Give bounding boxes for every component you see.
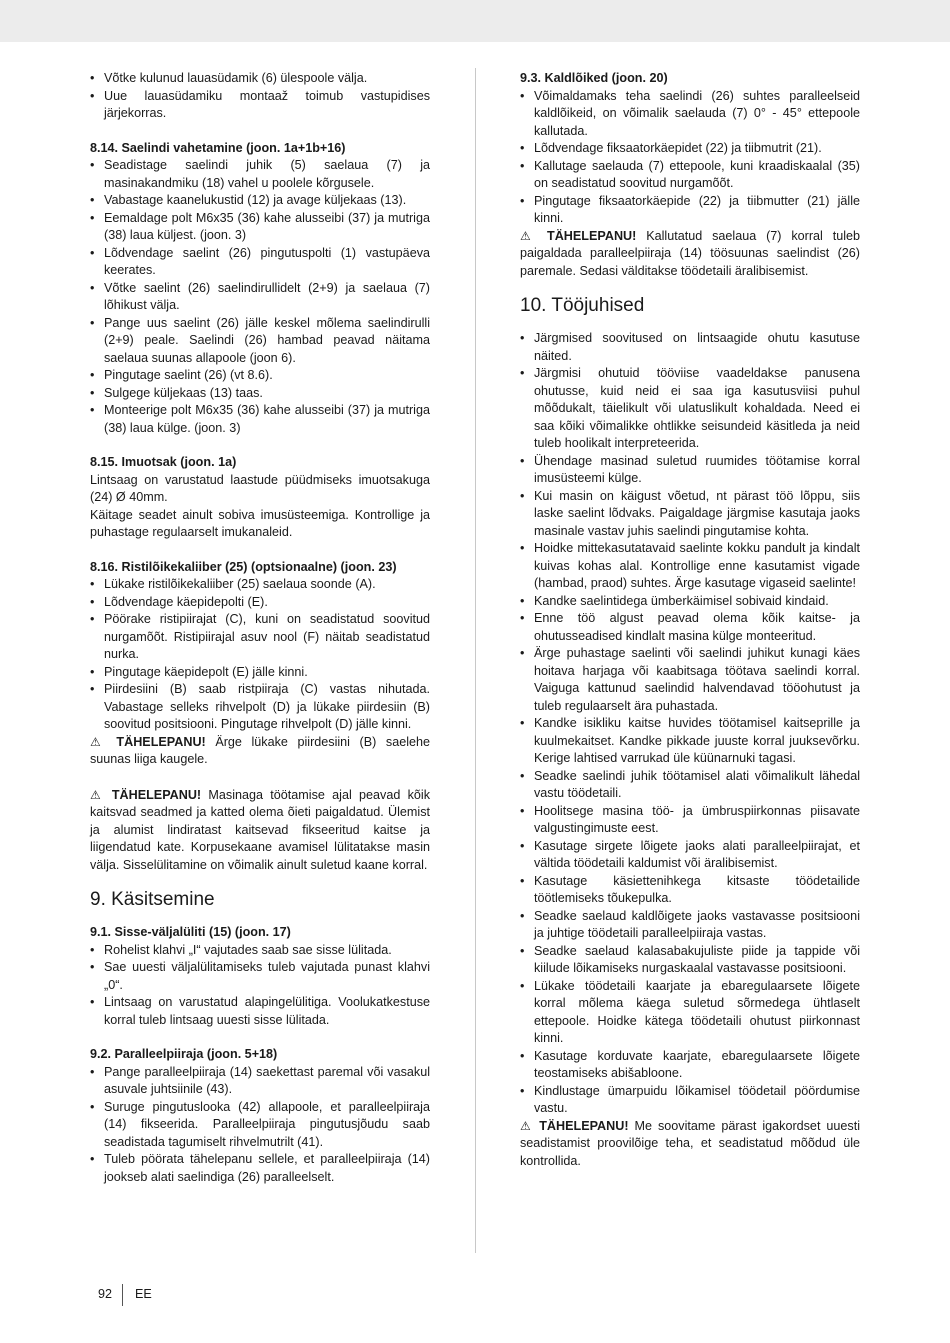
- list-item: • Sulgege küljekaas (13) taas.: [90, 385, 430, 403]
- page-footer: [98, 1284, 152, 1306]
- column-divider: [475, 68, 476, 1253]
- intro-list: [90, 70, 430, 123]
- list-item: • Pingutage saelint (26) (vt 8.6).: [90, 367, 430, 385]
- list-item: • Seadke saelindi juhik töötamisel alati võimalikult lähedal vastu töödetaili.: [520, 768, 860, 803]
- section-title-8-16: 8.16. Ristilõikekaliiber (25) (optsionaalne) (joon. 23): [90, 559, 397, 574]
- warning-paragraph: [90, 734, 430, 769]
- warning-text: Kallutatud saelaua (7) korral tuleb paigaldada paralleelpiiraja (14) töösuunas saelindist (26) paremale. Sedasi välditakse töödetaili äralibisemist.: [520, 228, 861, 278]
- section-title-9-3: 9.3. Kaldlõiked (joon. 20): [520, 71, 668, 85]
- list-item: • Sae uuesti väljalülitamiseks tuleb vajutada punast klahvi „0“.: [90, 959, 430, 994]
- list-item: • Võtke kulunud lauasüdamik (6) ülespoole välja.: [90, 70, 430, 88]
- list-item: • Hoolitsege masina töö- ja ümbruspiirkonnas piisavate valgustingimuste eest.: [520, 803, 860, 838]
- list-8-16: [90, 576, 430, 734]
- list-9-2: [90, 1064, 430, 1187]
- list-item: • Suruge pingutuslooka (42) allapoole, et paralleelpiiraja (14) fikseerida. Paralleelpiiraja pingutusjõudu saab seadistada tagumiselt rihvelmutrilt (41).: [90, 1099, 430, 1152]
- warning-label: TÄHELEPANU!: [547, 228, 637, 243]
- warning-paragraph: [520, 228, 860, 281]
- list-item: • Pange uus saelint (26) jälle keskel mõlema saelindirulli (2+9) peale. Saelindi (26) hambad peavad näitama saelaua suunas allapoole (joon 6).: [90, 315, 430, 368]
- warning-text: Masinaga töötamise ajal peavad kõik kaitsvad seadmed ja katted olema õieti paigaldatud. Ülemist ja alumist lindiratast kaitsevad fikseeritud kaitse ja liigendatud kate. Korpusekaane avamisel lülitatakse masin välja. Sisselülitamine on võimalik ainult suletud kaane korral.: [90, 787, 431, 872]
- paragraph: Käitage seadet ainult sobiva imusüsteemiga. Kontrollige ja puhastage regulaarselt imukanaleid.: [90, 507, 430, 539]
- list-item: • Lintsaag on varustatud alapingelülitiga. Voolukatkestuse korral tuleb lintsaag uuesti sisse lülitada.: [90, 994, 430, 1029]
- list-item: • Monteerige polt M6x35 (36) kahe alusseibi (37) ja mutriga (38) laua külge. (joon. 3): [90, 402, 430, 437]
- list-item: • Kasutage käsiettenihkega kitsaste töödetailide töötlemiseks tõukepulka.: [520, 873, 860, 908]
- paragraph: Lintsaag on varustatud laastude püüdmiseks imuotsakuga (24) Ø 40mm.: [90, 472, 430, 504]
- list-item: • Eemaldage polt M6x35 (36) kahe alusseibi (37) ja mutriga (38) laua küljest. (joon. 3): [90, 210, 430, 245]
- list-item: • Piirdesiini (B) saab ristpiiraja (C) vastas nihutada. Vabastage selleks rihvelpolt (D) ja lükake piirdesiin (B) soovitud positsiooni. Pingutage rihvelpolt (D) jälle kinni.: [90, 681, 430, 734]
- list-item: • Järgmisi ohutuid tööviise vaadeldakse panusena ohutusse, kuid neid ei saa iga kasutusviisi puhul mõõdukalt, täielikult või ulatuslikult kohaldada. Need ei saa kõiki võimalikke ohtlikke seisundeid käsitleda ja neid tuleb hoolikalt interpreteerida.: [520, 365, 860, 453]
- list-item: • Lõdvendage fiksaatorkäepidet (22) ja tiibmutrit (21).: [520, 140, 860, 158]
- list-item: • Tuleb pöörata tähelepanu sellele, et paralleelpiiraja (14) jookseb alati saelindiga (26) paralleelselt.: [90, 1151, 430, 1186]
- right-column: [520, 70, 860, 1170]
- list-item: • Järgmised soovitused on lintsaagide ohutu kasutuse näited.: [520, 330, 860, 365]
- warning-paragraph: [520, 1118, 860, 1171]
- list-item: • Pange paralleelpiiraja (14) saekettast paremal või vasakul asuvale juhtsiinile (43).: [90, 1064, 430, 1099]
- list-item: • Ühendage masinad suletud ruumides töötamise korral imusüsteemi külge.: [520, 453, 860, 488]
- left-column: [90, 70, 430, 1186]
- warning-icon: ⚠: [520, 228, 538, 243]
- section-title-9-2: 9.2. Paralleelpiiraja (joon. 5+18): [90, 1047, 278, 1061]
- page-number: 92: [98, 1287, 113, 1302]
- section-title-8-15: 8.15. Imuotsak (joon. 1a): [90, 455, 237, 469]
- chapter-title-10: 10. Tööjuhised: [520, 295, 645, 316]
- warning-icon: ⚠: [90, 787, 105, 802]
- list-item: • Rohelist klahvi „I“ vajutades saab sae sisse lülitada.: [90, 942, 430, 960]
- warning-icon: ⚠: [90, 734, 107, 749]
- language-code: EE: [135, 1287, 152, 1302]
- list-item: • Pingutage käepidepolt (E) jälle kinni.: [90, 664, 430, 682]
- list-item: • Võtke saelint (26) saelindirullidelt (2+9) ja saelaua (7) lõhikust välja.: [90, 280, 430, 315]
- list-9-1: [90, 942, 430, 1030]
- warning-paragraph: [90, 787, 430, 875]
- warning-label: TÄHELEPANU!: [116, 734, 206, 749]
- list-item: • Seadke saelaud kaldlõigete jaoks vastavasse positsiooni ja juhtige töödetaili paralleelpiiraja vastas.: [520, 908, 860, 943]
- list-item: • Ärge puhastage saelinti või saelindi juhikut kunagi käes hoitava harjaga või kaabitsaga töötava saelindi korral. Vaiguga kattunud saelindid halvendavad tööohutust ja tuleb regulaarselt ära puhastada.: [520, 645, 860, 715]
- list-10: [520, 330, 860, 1118]
- list-item: • Kandke saelintidega ümberkäimisel sobivaid kindaid.: [520, 593, 860, 611]
- section-title-8-14: 8.14. Saelindi vahetamine (joon. 1a+1b+16): [90, 140, 346, 155]
- list-item: • Kindlustage ümarpuidu lõikamisel töödetail pöördumise vastu.: [520, 1083, 860, 1118]
- section-title-9-1: 9.1. Sisse-väljalüliti (15) (joon. 17): [90, 925, 291, 939]
- list-item: • Kui masin on käigust võetud, nt pärast töö lõppu, siis laske saelint lõdvaks. Paigaldage järgmise kasutaja jaoks masinale vastav juhis saelindi pingutamise kohta.: [520, 488, 860, 541]
- warning-text: Ärge lükake piirdesiini (B) saelehe suunas liiga kaugele.: [90, 734, 431, 766]
- list-item: • Lükake töödetaili kaarjate ja ebaregulaarsete lõigete korral mõlema käega suletud sõrmedega ühtlaselt ettepoole. Hoidke kätega töödetaili ohutust piirkonnast kinni.: [520, 978, 860, 1048]
- warning-label: TÄHELEPANU!: [539, 1118, 629, 1133]
- warning-text: Me soovitame pärast igakordset uuesti seadistamist proovilõige teha, et seadistatud mõõdud üle kontrollida.: [520, 1118, 861, 1168]
- list-item: • Lükake ristilõikekaliiber (25) saelaua soonde (A).: [90, 576, 430, 594]
- footer-divider: [122, 1284, 123, 1306]
- list-item: • Vabastage kaanelukustid (12) ja avage küljekaas (13).: [90, 192, 430, 210]
- list-item: • Kasutage korduvate kaarjate, ebaregulaarsete lõigete teostamiseks abišabloone.: [520, 1048, 860, 1083]
- list-item: • Kallutage saelauda (7) ettepoole, kuni kraadiskaalal (35) on seadistatud soovitud nurgamõõt.: [520, 158, 860, 193]
- list-item: • Kandke isikliku kaitse huvides töötamisel kaitseprille ja kuulmekaitset. Kandke pikkade juuste korral juuksevõrku. Kerige lahtised varrukad üle küünarnuki tagasi.: [520, 715, 860, 768]
- list-item: • Hoidke mittekasutatavaid saelinte kokku pandult ja kindalt kuivas kohas alal. Kontrollige enne kasutamist vigade (hambad, praod) suhtes. Ärge kasutage vigaseid saelinte!: [520, 540, 860, 593]
- list-item: • Võimaldamaks teha saelindi (26) suhtes paralleelseid kaldlõikeid, on võimalik saelauda (7) 0° - 45° ettepoole kallutada.: [520, 88, 860, 141]
- list-item: • Uue lauasüdamiku montaaž toimub vastupidises järjekorras.: [90, 88, 430, 123]
- list-item: • Lõdvendage saelint (26) pingutuspolti (1) vastupäeva keerates.: [90, 245, 430, 280]
- top-gray-band: [0, 0, 950, 42]
- list-8-14: [90, 157, 430, 437]
- list-item: • Pöörake ristipiirajat (C), kuni on seadistatud soovitud nurgamõõt. Ristipiirajal asuv nool (F) näitab seadistatud nurka.: [90, 611, 430, 664]
- list-item: • Seadistage saelindi juhik (5) saelaua (7) ja masinakandmiku (18) vahel u poolele kõrgusele.: [90, 157, 430, 192]
- list-item: • Enne töö algust peavad olema kõik kaitse- ja ohutusseadised kindlalt masina külge monteeritud.: [520, 610, 860, 645]
- warning-label: TÄHELEPANU!: [111, 787, 202, 802]
- list-item: • Kasutage sirgete lõigete jaoks alati paralleelpiirajat, et vältida töödetaili kaldumist või äralibisemist.: [520, 838, 860, 873]
- list-item: • Lõdvendage käepidepolti (E).: [90, 594, 430, 612]
- list-9-3: [520, 88, 860, 228]
- list-item: • Pingutage fiksaatorkäepide (22) ja tiibmutter (21) jälle kinni.: [520, 193, 860, 228]
- warning-icon: ⚠: [520, 1118, 534, 1133]
- chapter-title-9: 9. Käsitsemine: [90, 889, 215, 910]
- list-item: • Seadke saelaud kalasabakujuliste piide ja tappide või kiilude lõikamiseks nurgaskaalal vastavasse positsiooni.: [520, 943, 860, 978]
